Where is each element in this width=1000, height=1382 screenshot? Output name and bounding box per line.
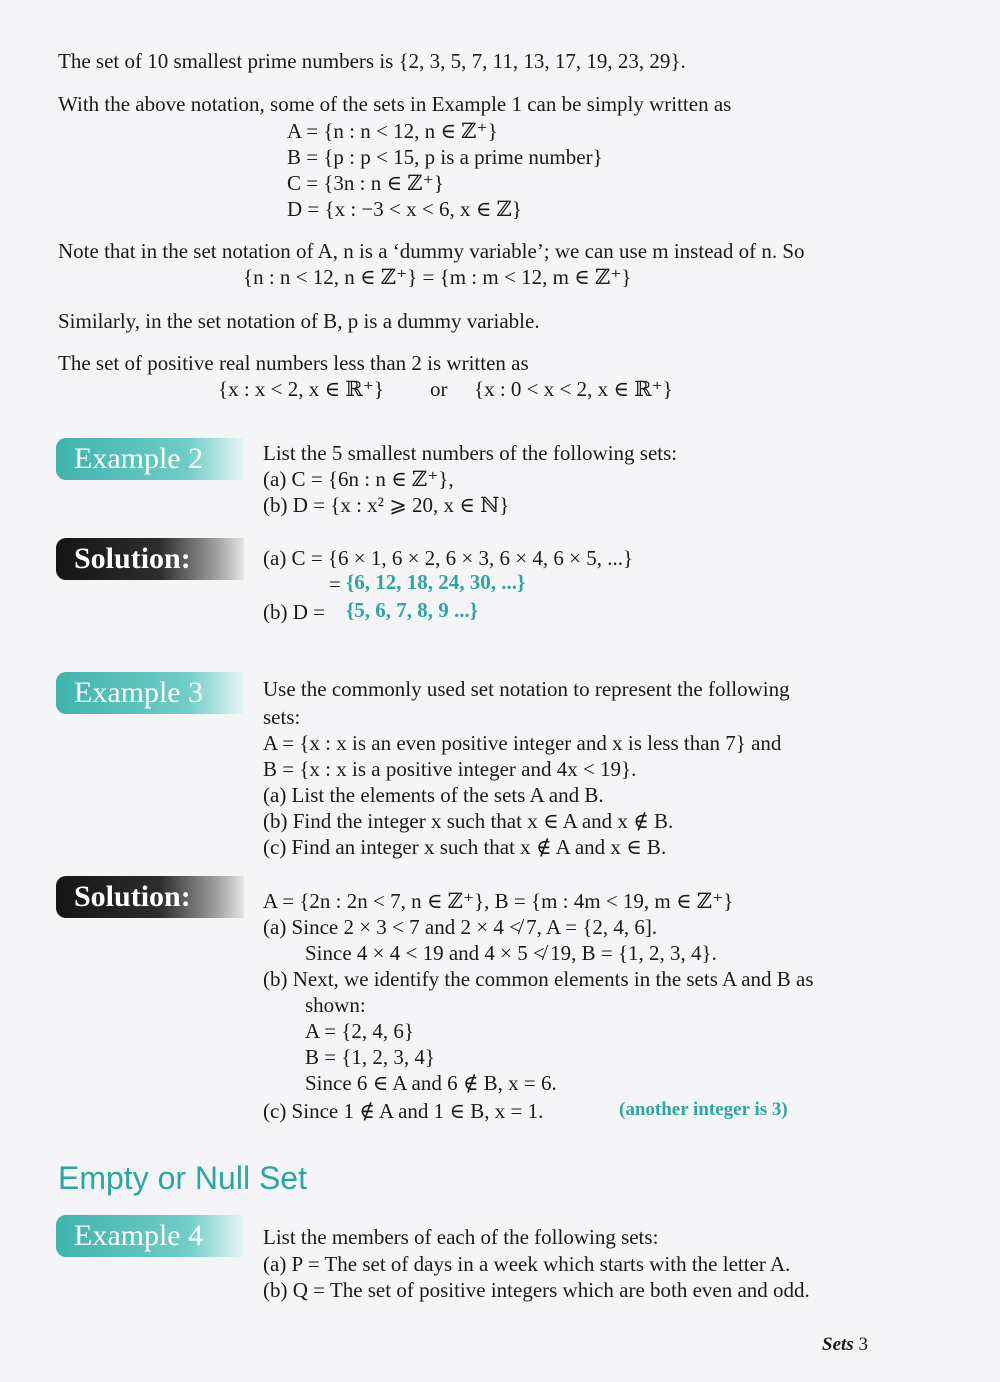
example-2-prompt: List the 5 smallest numbers of the following sets:: [263, 441, 678, 465]
solution-3-line-1: A = {2n : 2n < 7, n ∈ ℤ⁺}, B = {m : 4m < 19, m ∈ ℤ⁺}: [263, 889, 734, 913]
solution-3-badge: [56, 876, 244, 918]
solution-2-label: Solution:: [74, 542, 191, 575]
example-4-prompt: List the members of each of the following sets:: [263, 1225, 659, 1249]
solution-2-part-b-label: (b) D =: [263, 600, 325, 624]
reals-sentence: The set of positive real numbers less than 2 is written as: [58, 351, 529, 375]
solution-3-part-c-note: (another integer is 3): [619, 1099, 788, 1120]
set-a-definition: A = {n : n < 12, n ∈ ℤ⁺}: [287, 119, 498, 143]
example-3-line-2: sets:: [263, 705, 301, 729]
solution-3-part-c: (c) Since 1 ∉ A and 1 ∈ B, x = 1.: [263, 1099, 544, 1123]
section-heading: Empty or Null Set: [58, 1160, 307, 1196]
solution-2-badge: [56, 538, 244, 580]
reals-or: or: [430, 377, 448, 401]
solution-3-part-a-line-1: (a) Since 2 × 3 < 7 and 2 × 4 ≮ 7, A = {2, 4, 6].: [263, 915, 658, 939]
solution-3-part-b-answer: Since 6 ∈ A and 6 ∉ B, x = 6.: [305, 1071, 557, 1095]
example-2-label: Example 2: [74, 442, 204, 475]
dummy-variable-equation: {n : n < 12, n ∈ ℤ⁺} = {m : m < 12, m ∈ ℤ⁺}: [243, 265, 632, 289]
dummy-variable-note: Note that in the set notation of A, n is a ‘dummy variable’; we can use m instead of n. So: [58, 239, 805, 263]
notation-sentence: With the above notation, some of the sets in Example 1 can be simply written as: [58, 92, 732, 116]
solution-2-part-b-answer: {5, 6, 7, 8, 9 ...}: [346, 598, 479, 622]
example-4-part-a: (a) P = The set of days in a week which starts with the letter A.: [263, 1252, 791, 1276]
example-3-line-4: B = {x : x is a positive integer and 4x < 19}.: [263, 757, 637, 781]
page-number: 3: [858, 1334, 868, 1355]
solution-3-part-b-line-2: shown:: [305, 993, 366, 1017]
example-3-badge: [56, 672, 244, 714]
primes-sentence: The set of 10 smallest prime numbers is {2, 3, 5, 7, 11, 13, 17, 19, 23, 29}.: [58, 49, 686, 73]
solution-3-part-b-set-b: B = {1, 2, 3, 4}: [305, 1045, 436, 1069]
example-4-label: Example 4: [74, 1219, 204, 1252]
solution-2-part-a-line-1: (a) C = {6 × 1, 6 × 2, 6 × 3, 6 × 4, 6 × 5, ...}: [263, 546, 634, 570]
page-footer: [822, 1334, 868, 1356]
set-d-definition: D = {x : −3 < x < 6, x ∈ ℤ}: [287, 197, 522, 221]
solution-3-part-b-set-a: A = {2, 4, 6}: [305, 1019, 415, 1043]
footer-chapter: Sets: [822, 1334, 854, 1355]
example-2-part-a: (a) C = {6n : n ∈ ℤ⁺},: [263, 467, 454, 491]
example-3-label: Example 3: [74, 676, 204, 709]
example-4-badge: [56, 1215, 244, 1257]
reals-set-2: {x : 0 < x < 2, x ∈ ℝ⁺}: [474, 377, 673, 401]
example-3-line-1: Use the commonly used set notation to represent the following: [263, 677, 790, 701]
example-3-part-a: (a) List the elements of the sets A and B.: [263, 783, 604, 807]
example-2-badge: [56, 438, 244, 480]
solution-3-part-a-line-2: Since 4 × 4 < 19 and 4 × 5 ≮ 19, B = {1, 2, 3, 4}.: [305, 941, 717, 965]
example-3-part-b: (b) Find the integer x such that x ∈ A and x ∉ B.: [263, 809, 674, 833]
solution-2-part-a-answer: {6, 12, 18, 24, 30, ...}: [346, 570, 526, 594]
set-b-definition: B = {p : p < 15, p is a prime number}: [287, 145, 603, 169]
solution-2-equals: =: [329, 572, 341, 596]
example-3-part-c: (c) Find an integer x such that x ∉ A and x ∈ B.: [263, 835, 667, 859]
solution-3-part-b-line-1: (b) Next, we identify the common elements in the sets A and B as: [263, 967, 814, 991]
set-c-definition: C = {3n : n ∈ ℤ⁺}: [287, 171, 444, 195]
example-4-part-b: (b) Q = The set of positive integers which are both even and odd.: [263, 1278, 810, 1302]
reals-set-1: {x : x < 2, x ∈ ℝ⁺}: [218, 377, 384, 401]
similarly-note: Similarly, in the set notation of B, p is a dummy variable.: [58, 309, 540, 333]
example-3-line-3: A = {x : x is an even positive integer and x is less than 7} and: [263, 731, 782, 755]
solution-3-label: Solution:: [74, 880, 191, 913]
example-2-part-b: (b) D = {x : x² ⩾ 20, x ∈ ℕ}: [263, 493, 510, 517]
